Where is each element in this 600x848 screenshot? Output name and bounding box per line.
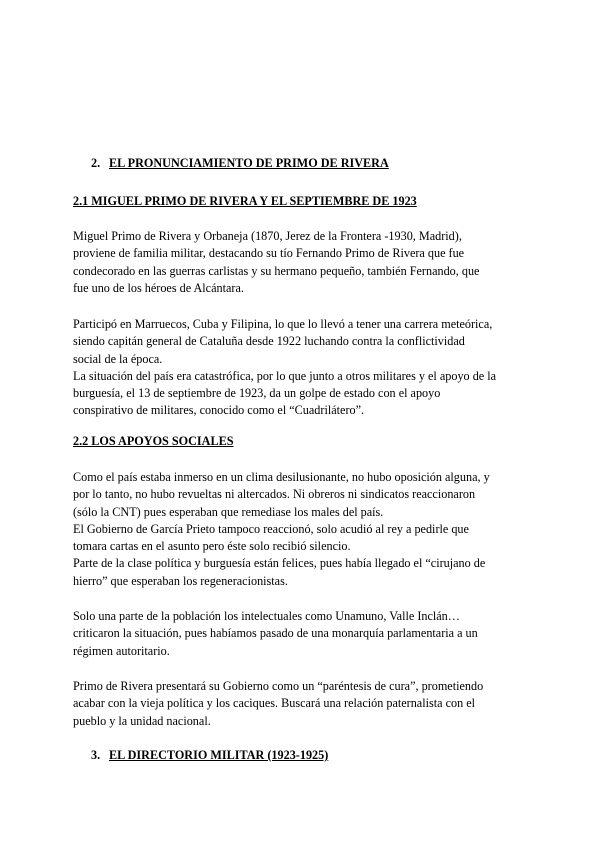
paragraph-line: pueblo y la unidad nacional. (73, 713, 211, 728)
paragraph-2 (73, 316, 529, 420)
paragraph-line: condecorado en las guerras carlistas y su hermano pequeño, también Fernando, que (73, 263, 480, 278)
section-2-heading (91, 156, 547, 171)
paragraph-1 (73, 228, 529, 297)
subsection-2-2-title: 2.2 LOS APOYOS SOCIALES (73, 434, 234, 448)
paragraph-line: hierro” que esperaban los regeneracionistas. (73, 573, 288, 588)
paragraph-3 (73, 469, 529, 590)
paragraph-line: Parte de la clase política y burguesía están felices, pues había llegado el “cirujano de (73, 556, 486, 571)
section-2-title: EL PRONUNCIAMIENTO DE PRIMO DE RIVERA (109, 156, 389, 170)
subsection-2-1-heading (73, 194, 529, 209)
paragraph-line: burguesía, el 13 de septiembre de 1923, da un golpe de estado con el apoyo (73, 386, 441, 401)
paragraph-line: proviene de familia militar, destacando su tío Fernando Primo de Rivera que fue (73, 246, 465, 261)
paragraph-4 (73, 608, 529, 660)
section-2-number: 2. (91, 156, 101, 170)
section-3-number: 3. (91, 748, 101, 762)
paragraph-line: conspirativo de militares, conocido como el “Cuadrilátero”. (73, 403, 365, 418)
paragraph-line: criticaron la situación, pues habíamos pasado de una monarquía parlamentaria a un (73, 626, 478, 641)
paragraph-line: Primo de Rivera presentará su Gobierno como un “paréntesis de cura”, prometiendo (73, 679, 484, 693)
section-3-heading (91, 748, 547, 763)
paragraph-line: Participó en Marruecos, Cuba y Filipina, lo que lo llevó a tener una carrera meteórica, (73, 317, 493, 331)
subsection-2-2-heading (73, 434, 529, 449)
paragraph-line: acabar con la vieja política y los caciques. Buscará una relación paternalista con el (73, 696, 476, 711)
paragraph-5 (73, 678, 529, 730)
paragraph-line: Como el país estaba inmerso en un clima desilusionante, no hubo oposición alguna, y (73, 470, 490, 484)
paragraph-line: La situación del país era catastrófica, por lo que junto a otros militares y el apoyo de la (73, 368, 497, 383)
paragraph-line: El Gobierno de García Prieto tampoco reaccionó, solo acudió al rey a pedirle que (73, 521, 469, 536)
paragraph-line: fue uno de los héroes de Alcántara. (73, 280, 244, 295)
paragraph-line: régimen autoritario. (73, 643, 170, 658)
paragraph-line: siendo capitán general de Cataluña desde 1922 luchando contra la conflictividad (73, 334, 465, 349)
section-3-title: EL DIRECTORIO MILITAR (1923-1925) (109, 748, 329, 762)
paragraph-line: (sólo la CNT) pues esperaban que remediase los males del país. (73, 504, 384, 519)
subsection-2-1-title: 2.1 MIGUEL PRIMO DE RIVERA Y EL SEPTIEMBRE DE 1923 (73, 194, 417, 208)
paragraph-line: tomara cartas en el asunto pero éste solo recibió silencio. (73, 539, 351, 554)
paragraph-line: Solo una parte de la población los intelectuales como Unamuno, Valle Inclán… (73, 609, 460, 623)
paragraph-line: social de la época. (73, 351, 163, 366)
paragraph-line: Miguel Primo de Rivera y Orbaneja (1870, Jerez de la Frontera -1930, Madrid), (73, 229, 462, 243)
paragraph-line: por lo tanto, no hubo revueltas ni altercados. Ni obreros ni sindicatos reaccionaron (73, 487, 476, 502)
